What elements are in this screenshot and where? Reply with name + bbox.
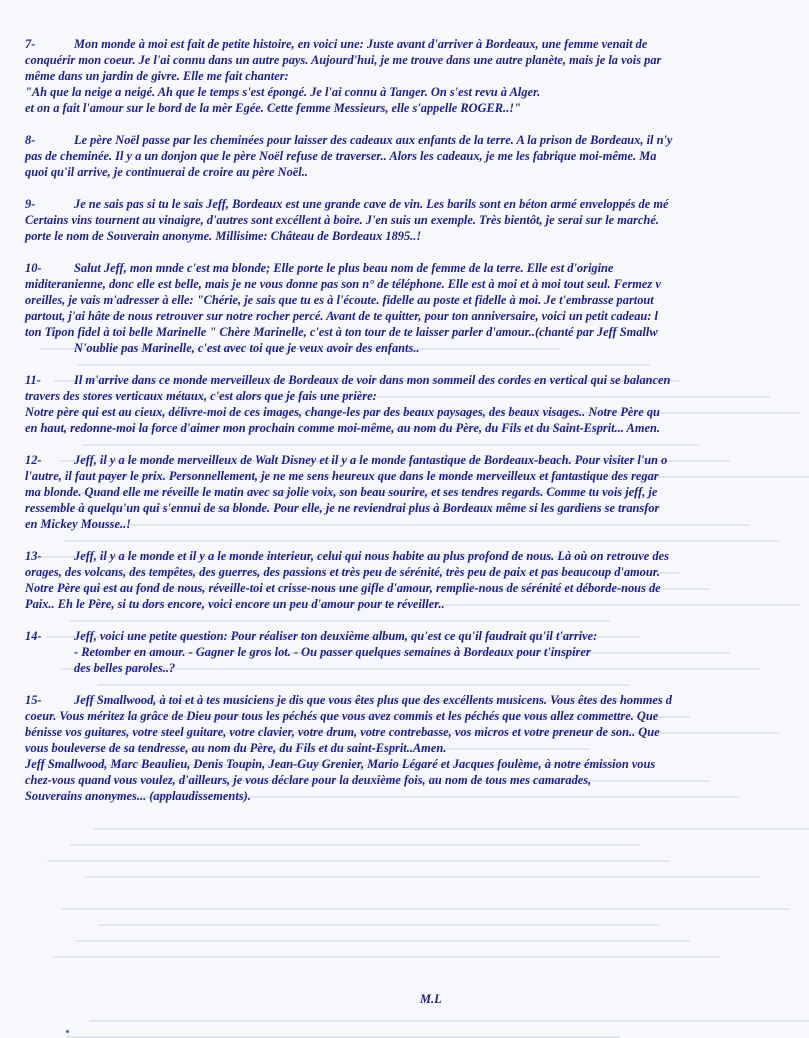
line-text: même dans un jardin de givre. Elle me fait chanter:: [25, 69, 289, 83]
paragraph-15: [25, 692, 809, 804]
line-text: quoi qu'il arrive, je continuerai de croire au père Noël..: [25, 165, 308, 179]
paragraph-line: [25, 468, 809, 484]
line-text: Certains vins tournent au vinaigre, d'autres sont excéllent à boire. J'en suis un exemple. Très bientôt, je serai sur le marché.: [25, 213, 659, 227]
line-text: coeur. Vous méritez la grâce de Dieu pour tous les péchés que vous avez commis et les péchés que vous allez commettre. Que: [25, 709, 659, 723]
paragraph-7: [25, 36, 809, 116]
paragraph-line: [25, 404, 809, 420]
paragraph-line: [25, 308, 809, 324]
line-text: et on a fait l'amour sur le bord de la mèr Egée. Cette femme Messieurs, elle s'appelle ROGER..!": [25, 101, 521, 115]
paragraph-line: [25, 548, 809, 564]
paragraph-line: [25, 68, 809, 84]
line-text: pas de cheminée. Il y a un donjon que le père Noël refuse de traverser.. Alors les cadeaux, je me les fabrique moi-même. Ma: [25, 149, 657, 163]
paragraph-line: [25, 132, 809, 148]
paragraph-number: 11-: [25, 373, 41, 387]
line-text: Salut Jeff, mon mnde c'est ma blonde; Elle porte le plus beau nom de femme de la terre. Elle est d'origine: [74, 261, 614, 275]
paragraph-line: [25, 644, 809, 660]
line-text: Notre Père qui est au fond de nous, réveille-toi et crisse-nous une gifle d'amour, remplie-nous de sérénité et déborde-nous de: [25, 581, 661, 595]
line-text: l'autre, il faut payer le prix. Personnellement, je ne me sens heureux que dans le monde merveilleux et fantastique des regar: [25, 469, 659, 483]
line-text: "Ah que la neige a neigé. Ah que le temps s'est épongé. Je l'ai connu à Tanger. On s'est revu à Alger.: [25, 85, 541, 99]
paragraph-line: [25, 212, 809, 228]
line-text: miditeranienne, donc elle est belle, mais je ne vous donne pas son n° de téléphone. Elle est à moi et à moi tout seul. Fermez v: [25, 277, 661, 291]
paragraph-line: [25, 164, 809, 180]
paragraph-line: [25, 660, 809, 676]
paragraph-line: [25, 452, 809, 468]
paragraph-line: [25, 260, 809, 276]
line-text: travers des stores verticaux métaux, c'est alors que je fais une prière:: [25, 389, 377, 403]
line-text: ressemble à quelqu'un qui s'ennui de sa blonde. Pour elle, je ne reviendrai plus à Bordeaux même si les gardiens se transfor: [25, 501, 660, 515]
line-text: vous bouleverse de sa tendresse, au nom du Père, du Fils et du saint-Esprit..Amen.: [25, 741, 447, 755]
line-text: chez-vous quand vous voulez, d'ailleurs, je vous déclare pour la deuxième fois, au nom de tous mes camarades,: [25, 773, 592, 787]
line-text: Jeff Smallwood, à toi et à tes musiciens je dis que vous êtes plus que des excéllents musicens. Vous êtes des hommes d: [74, 693, 672, 707]
line-text: Paix.. Eh le Père, si tu dors encore, voici encore un peu d'amour pour te réveiller..: [25, 597, 445, 611]
paragraph-9: [25, 196, 809, 244]
paragraph-12: [25, 452, 809, 532]
line-text: ma blonde. Quand elle me réveille le matin avec sa jolie voix, son beau sourire, et ses tendres regards. Comme tu vois jeff, je: [25, 485, 658, 499]
line-text: Jeff, il y a le monde merveilleux de Walt Disney et il y a le monde fantastique de Bordeaux-beach. Pour visiter l'un o: [74, 453, 668, 467]
page-mark: [66, 1030, 69, 1033]
line-text: orages, des volcans, des tempêtes, des guerres, des passions et très peu de sérénité, très peu de paix et pas beaucoup d'amour.: [25, 565, 660, 579]
line-text: Jeff, il y a le monde et il y a le monde interieur, celui qui nous habite au plus profond de nous. Là où on retrouve des: [74, 549, 669, 563]
paragraph-number: 14-: [25, 629, 42, 643]
paragraph-line: [25, 228, 809, 244]
paragraph-line: [25, 100, 809, 116]
paragraph-line: [25, 372, 809, 388]
paragraph-14: [25, 628, 809, 676]
paragraph-line: [25, 340, 809, 356]
paragraph-line: [25, 484, 809, 500]
line-text: Je ne sais pas si tu le sais Jeff, Bordeaux est une grande cave de vin. Les barils sont en béton armé enveloppés de mé: [74, 197, 669, 211]
paragraph-line: [25, 756, 809, 772]
paragraph-number: 15-: [25, 693, 42, 707]
line-text: Jeff Smallwood, Marc Beaulieu, Denis Toupin, Jean-Guy Grenier, Mario Légaré et Jacques foulème, à notre émission vous: [25, 757, 656, 771]
line-text: ton Tipon fidel à toi belle Marinelle " Chère Marinelle, c'est à ton tour de te laisser parler d'amour..(chanté par Jeff Smallw: [25, 325, 658, 339]
paragraph-line: [25, 388, 809, 404]
paragraph-line: [25, 292, 809, 308]
paragraph-13: [25, 548, 809, 612]
signature: M.L: [420, 992, 442, 1006]
paragraph-line: [25, 724, 809, 740]
line-text: en haut, redonne-moi la force d'aimer mon prochain comme moi-même, au nom du Père, du Fils et du Saint-Esprit... Amen.: [25, 421, 660, 435]
letter-body: [25, 36, 809, 820]
line-text: oreilles, je vais m'adresser à elle: "Chérie, je sais que tu es à l'écoute. fidelle au poste et fidelle à moi. Je t'embrasse partout: [25, 293, 654, 307]
paragraph-line: [25, 580, 809, 596]
line-text: Mon monde à moi est fait de petite histoire, en voici une: Juste avant d'arriver à Bordeaux, une femme venait de: [74, 37, 648, 51]
paragraph-number: 13-: [25, 549, 42, 563]
paragraph-line: [25, 772, 809, 788]
paragraph-line: [25, 596, 809, 612]
line-text: Le père Noël passe par les cheminées pour laisser des cadeaux aux enfants de la terre. A la prison de Bordeaux, il n'y: [74, 133, 673, 147]
paragraph-line: [25, 500, 809, 516]
paragraph-line: [25, 628, 809, 644]
line-text: - Retomber en amour. - Gagner le gros lot. - Ou passer quelques semaines à Bordeaux pour t'inspirer: [74, 645, 591, 659]
line-text: conquérir mon coeur. Je l'ai connu dans un autre pays. Aujourd'hui, je me trouve dans une autre planète, mais je la vois par: [25, 53, 662, 67]
paragraph-line: [25, 52, 809, 68]
paragraph-number: 9-: [25, 197, 36, 211]
paragraph-number: 10-: [25, 261, 42, 275]
line-text: Notre père qui est au cieux, délivre-moi de ces images, change-les par des beaux paysages, des beaux visages.. Notre Père qu: [25, 405, 660, 419]
paragraph-line: [25, 788, 809, 804]
line-text: Il m'arrive dans ce monde merveilleux de Bordeaux de voir dans mon sommeil des cordes en vertical qui se balancen: [74, 373, 671, 387]
paragraph-number: 8-: [25, 133, 36, 147]
line-text: Jeff, voici une petite question: Pour réaliser ton deuxième album, qu'est ce qu'il faudrait qu'il t'arrive:: [74, 629, 598, 643]
line-text: des belles paroles..?: [74, 661, 176, 675]
paragraph-line: [25, 196, 809, 212]
paragraph-line: [25, 420, 809, 436]
paragraph-line: [25, 708, 809, 724]
paragraph-number: 12-: [25, 453, 42, 467]
paragraph-number: 7-: [25, 37, 36, 51]
paragraph-11: [25, 372, 809, 436]
paragraph-line: [25, 740, 809, 756]
paragraph-line: [25, 36, 809, 52]
line-text: bénisse vos guitares, votre steel guitare, votre clavier, votre drum, votre contrebasse, vos micros et votre preneur de son.. Que: [25, 725, 660, 739]
paragraph-line: [25, 324, 809, 340]
line-text: en Mickey Mousse..!: [25, 517, 132, 531]
line-text: N'oublie pas Marinelle, c'est avec toi que je veux avoir des enfants..: [74, 341, 420, 355]
paragraph-line: [25, 84, 809, 100]
paragraph-line: [25, 692, 809, 708]
line-text: porte le nom de Souverain anonyme. Millisime: Château de Bordeaux 1895..!: [25, 229, 422, 243]
paragraph-10: [25, 260, 809, 356]
paragraph-line: [25, 516, 809, 532]
paragraph-line: [25, 564, 809, 580]
line-text: Souverains anonymes... (applaudissements).: [25, 789, 251, 803]
paragraph-line: [25, 276, 809, 292]
line-text: partout, j'ai hâte de nous retrouver sur notre rocher percé. Avant de te quitter, pour ton anniversaire, voici un petit cadeau: l: [25, 309, 658, 323]
paragraph-8: [25, 132, 809, 180]
paragraph-line: [25, 148, 809, 164]
